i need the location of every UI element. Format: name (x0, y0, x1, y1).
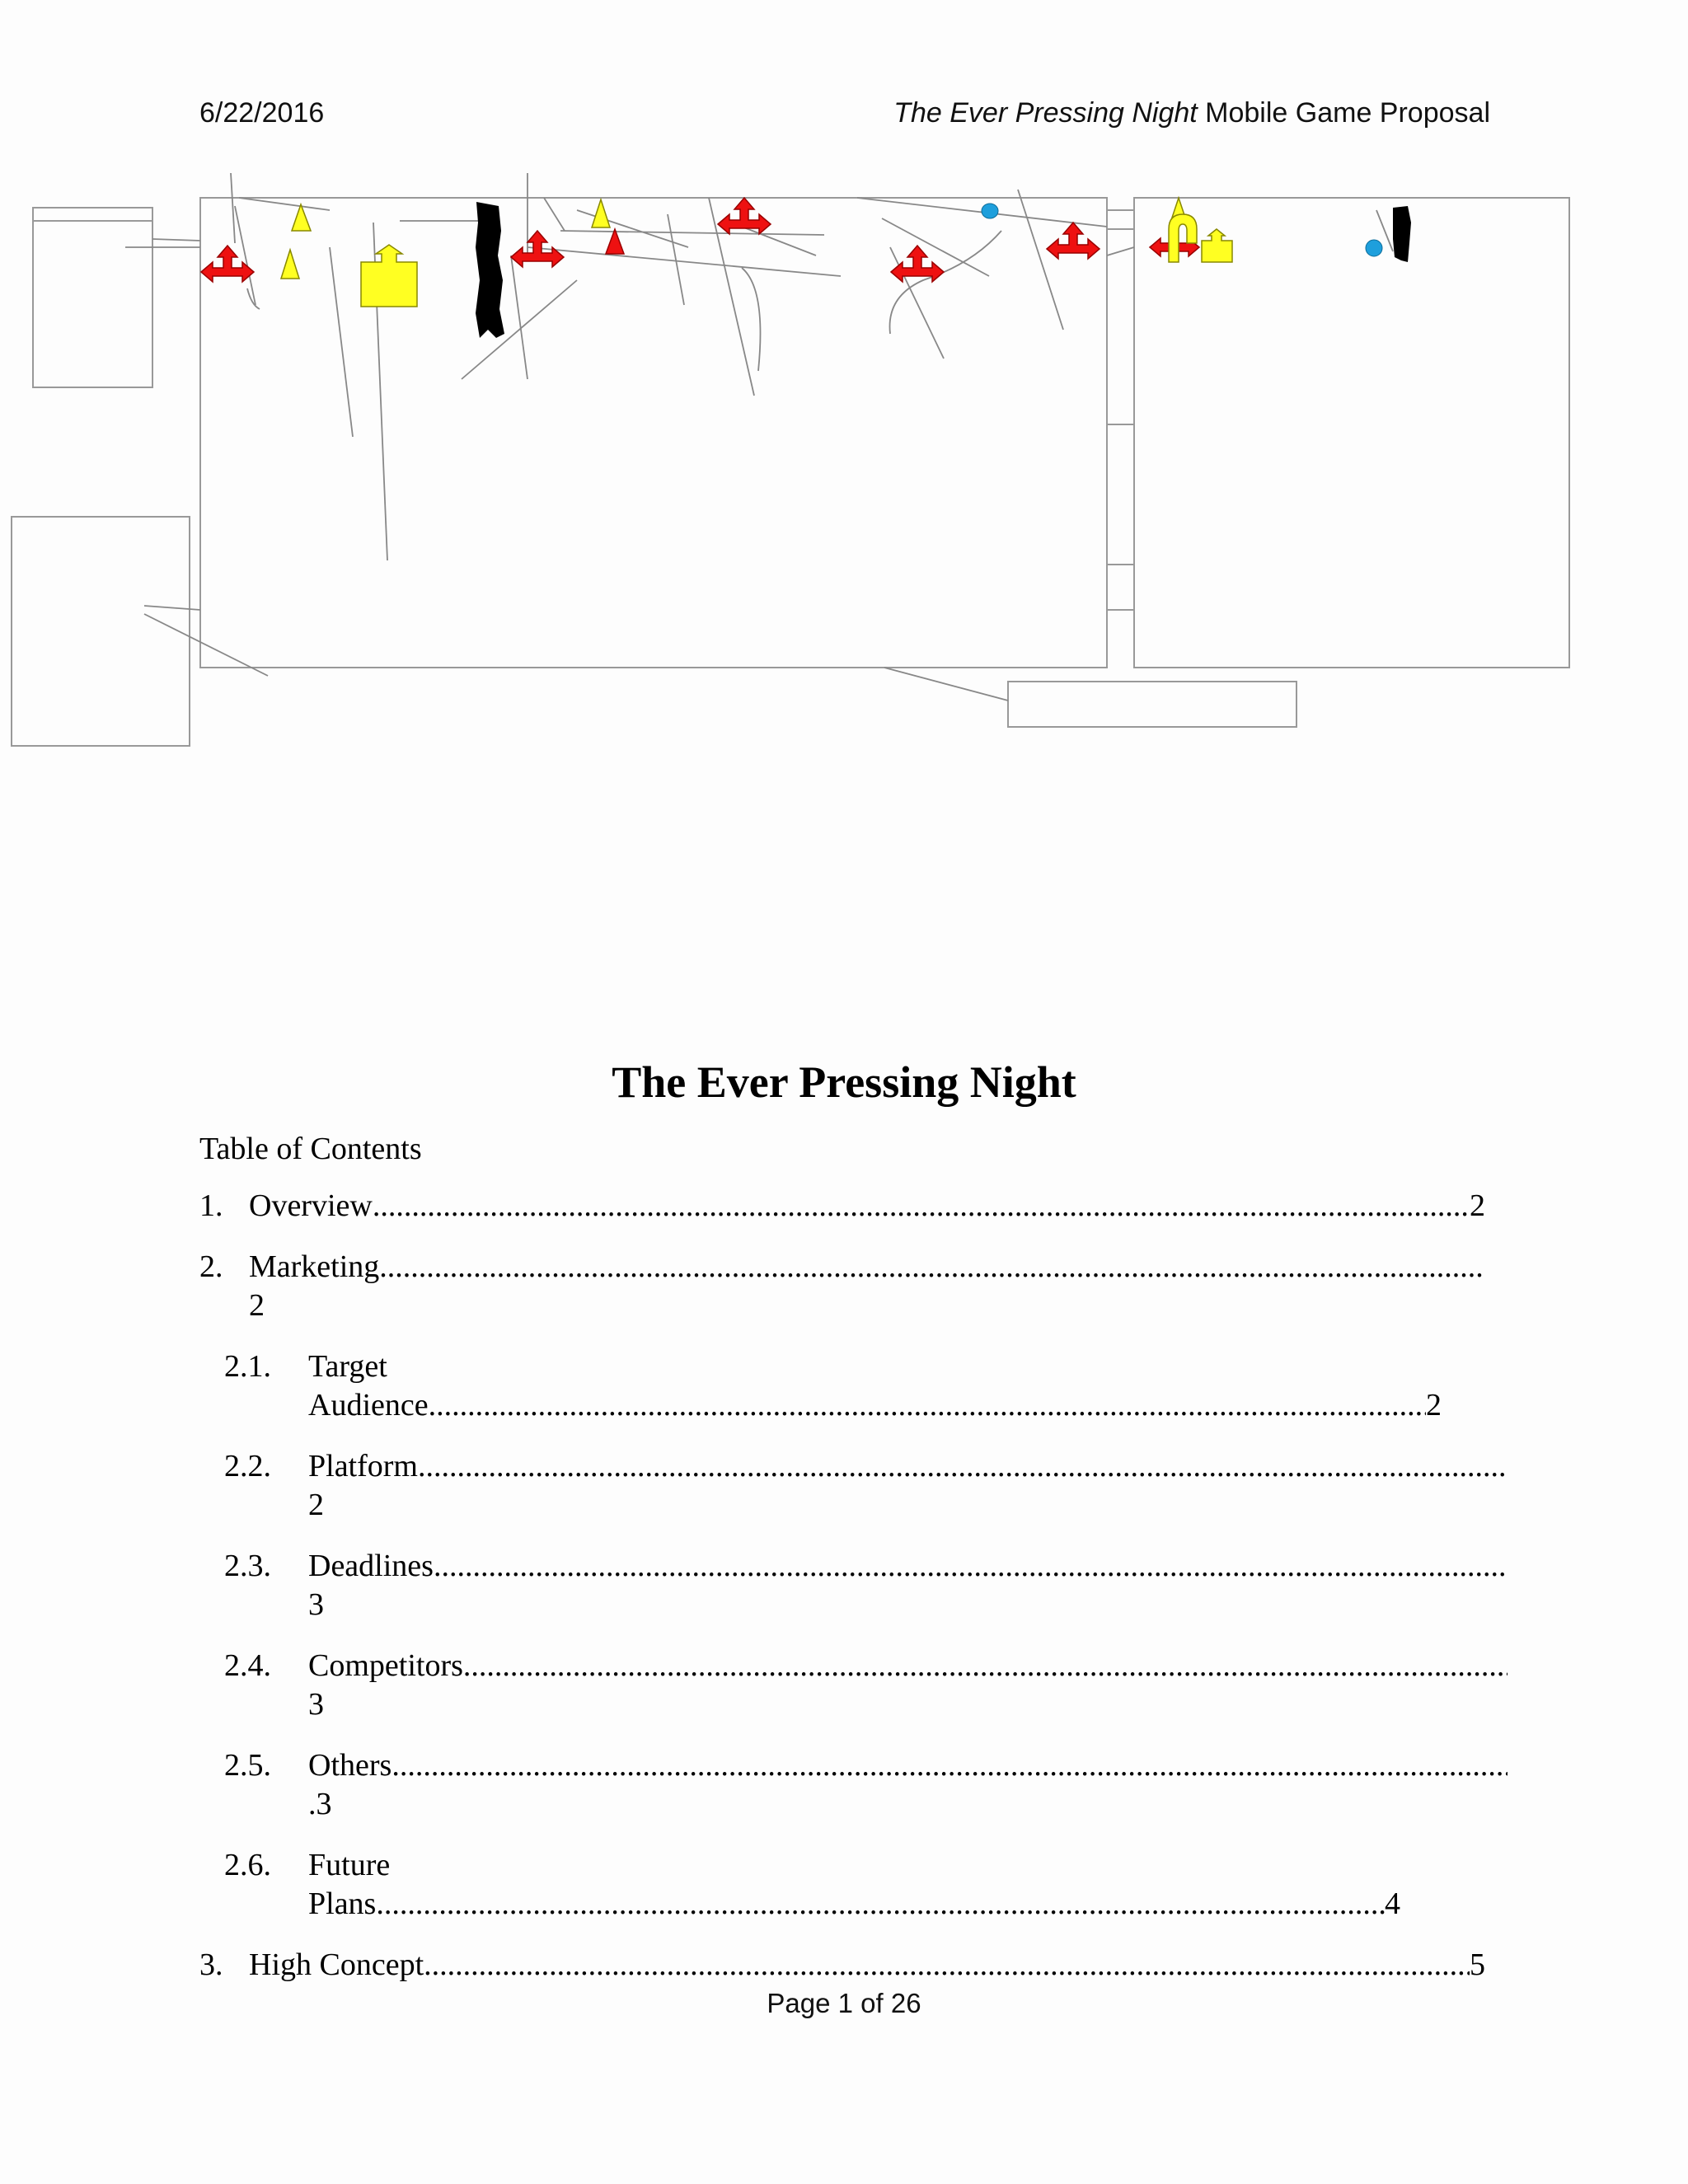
toc-number: 3. (199, 1947, 223, 1982)
toc-number: 2.5. (224, 1748, 271, 1783)
toc-label: Platform (308, 1449, 418, 1483)
red-cross-arrow-icon (1047, 223, 1100, 259)
toc-leader-dots (418, 1447, 1507, 1486)
red-cross-arrow-icon (201, 246, 254, 282)
toc-label-line1: Future (308, 1848, 391, 1882)
toc-leader-dots (463, 1647, 1507, 1685)
toc-page: 2 (308, 1488, 324, 1522)
toc-page: 5 (1470, 1947, 1485, 1982)
toc-page: 2 (249, 1288, 265, 1323)
red-triangle-icon (606, 229, 624, 254)
yellow-triangle-icon (592, 199, 610, 227)
toc-entry-marketing[interactable] (199, 1248, 1485, 1325)
bottom-box (1008, 682, 1296, 727)
toc-page: 2 (1426, 1388, 1442, 1422)
header-title-italic: The Ever Pressing Night (893, 97, 1198, 129)
red-arrow-group (201, 198, 1199, 282)
toc-entry-overview[interactable] (199, 1187, 1485, 1226)
toc-page: .3 (308, 1787, 332, 1821)
main-area-frame (200, 198, 1107, 668)
black-wall-icon (476, 202, 504, 338)
toc-page: 3 (308, 1687, 324, 1722)
black-wall-icon (1393, 206, 1411, 262)
red-cross-arrow-icon (718, 198, 771, 234)
side-panel-top-left (33, 208, 152, 387)
black-walls (476, 202, 1411, 338)
toc-label: Deadlines (308, 1549, 434, 1583)
toc-label: Marketing (249, 1249, 380, 1284)
red-cross-arrow-icon (511, 231, 564, 267)
toc-leader-dots (392, 1746, 1507, 1785)
toc-page: 3 (308, 1587, 324, 1622)
toc-label: Overview (249, 1188, 373, 1223)
toc-number: 2.3. (224, 1549, 271, 1583)
toc-leader-dots (376, 1885, 1385, 1924)
yellow-curl-icon (1169, 214, 1197, 262)
toc-label: Plans (308, 1886, 377, 1921)
toc-entry-deadlines[interactable] (199, 1547, 1485, 1624)
toc-leader-dots (373, 1187, 1470, 1226)
yellow-triangle-icon (281, 250, 299, 279)
side-panel-left (12, 517, 190, 746)
toc-leader-dots (429, 1386, 1426, 1425)
toc-label: High Concept (249, 1947, 424, 1982)
page-number: Page 1 of 26 (767, 1988, 921, 2018)
toc-number: 2.4. (224, 1648, 271, 1683)
toc-heading: Table of Contents (199, 1132, 422, 1166)
level-map-diagram (0, 165, 1688, 766)
yellow-house-icon (1202, 229, 1232, 262)
toc-label-line1: Target (308, 1349, 387, 1384)
toc-leader-dots (379, 1248, 1485, 1286)
toc-number: 2.2. (224, 1449, 271, 1483)
toc-leader-dots (424, 1946, 1470, 1985)
toc-label: Audience (308, 1388, 429, 1422)
toc-entry-high-concept[interactable] (199, 1946, 1485, 1985)
toc-entry-platform[interactable] (199, 1447, 1485, 1525)
toc-page: 2 (1470, 1188, 1485, 1223)
toc-entry-future-plans[interactable] (199, 1846, 1485, 1924)
header-date: 6/22/2016 (199, 97, 325, 129)
toc-entry-competitors[interactable] (199, 1647, 1485, 1724)
right-area-frame (1134, 198, 1569, 668)
yellow-house-icon (361, 245, 417, 307)
table-of-contents (199, 1187, 1485, 2007)
toc-number: 1. (199, 1188, 223, 1223)
document-title: The Ever Pressing Night (612, 1057, 1076, 1107)
toc-label: Competitors (308, 1648, 463, 1683)
blue-dot-icon (982, 204, 998, 218)
toc-page: 4 (1385, 1886, 1400, 1921)
toc-entry-others[interactable] (199, 1746, 1485, 1824)
toc-number: 2.6. (224, 1848, 271, 1882)
toc-label: Others (308, 1748, 392, 1783)
yellow-triangle-icon (292, 204, 311, 231)
toc-leader-dots (434, 1547, 1507, 1586)
blue-dot-icon (1366, 240, 1382, 256)
header-title-rest: Mobile Game Proposal (1197, 97, 1490, 129)
toc-entry-target-audience[interactable] (199, 1347, 1485, 1425)
toc-number: 2. (199, 1249, 223, 1284)
toc-number: 2.1. (224, 1349, 271, 1384)
header-title (893, 97, 1490, 129)
